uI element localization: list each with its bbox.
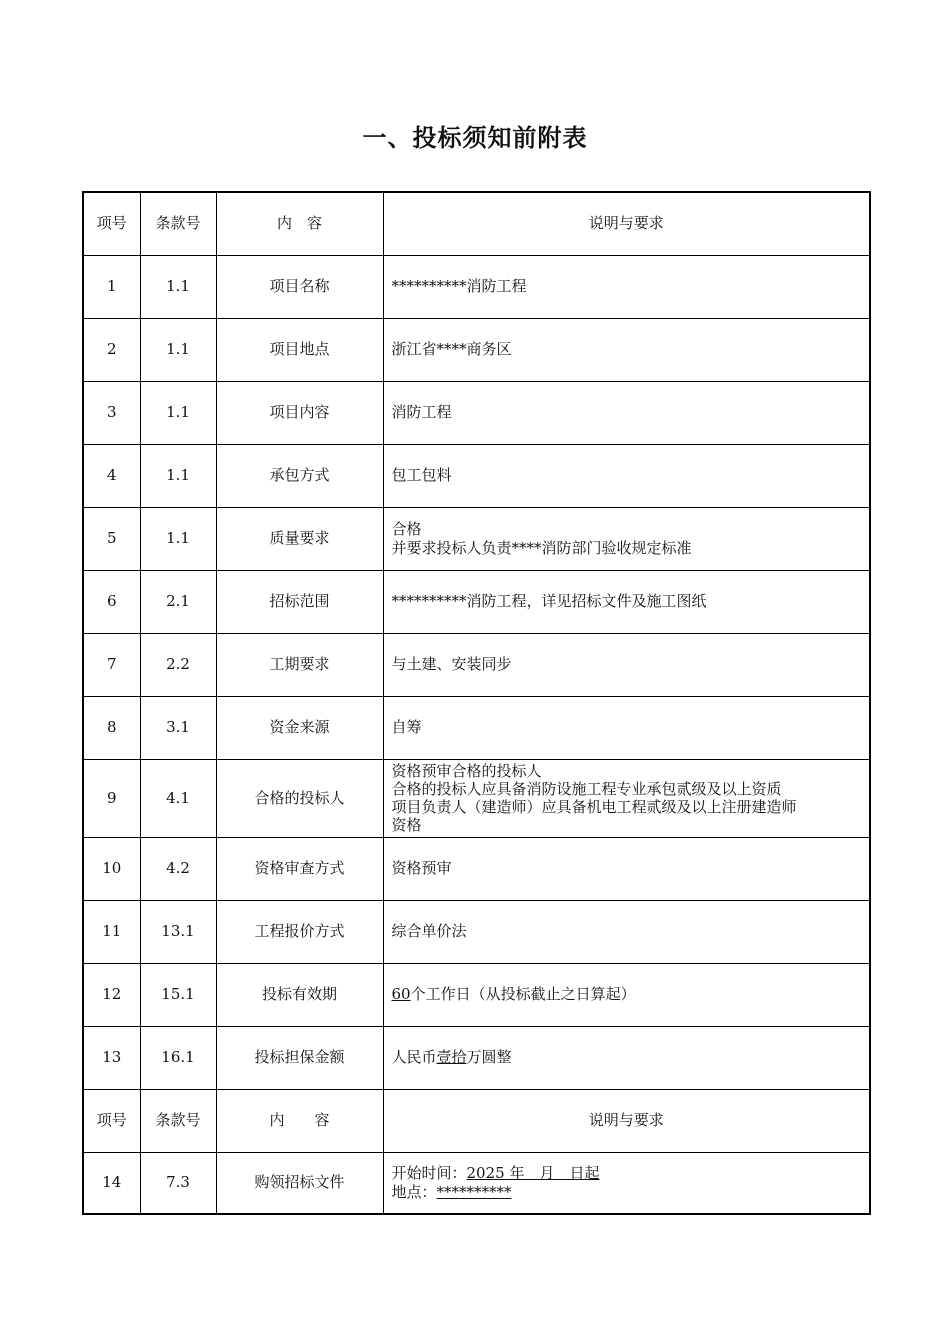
row-content: 承包方式 bbox=[216, 444, 383, 507]
table-row bbox=[83, 318, 870, 381]
row-content: 投标担保金额 bbox=[216, 1026, 383, 1089]
row-clause: 4.1 bbox=[140, 759, 216, 837]
table-row bbox=[83, 1152, 870, 1214]
tender-notice-table bbox=[82, 191, 871, 1215]
row-no: 5 bbox=[83, 507, 140, 570]
guarantee-amount: 壹拾 bbox=[436, 1048, 467, 1066]
purchase-start-time bbox=[392, 1164, 862, 1183]
row-content: 质量要求 bbox=[216, 507, 383, 570]
row-clause: 4.2 bbox=[140, 837, 216, 900]
table-header-row bbox=[83, 192, 870, 255]
table-row bbox=[83, 381, 870, 444]
desc-line: 资格预审 bbox=[391, 859, 452, 877]
validity-days: 60 bbox=[391, 985, 411, 1003]
row-content: 项目名称 bbox=[216, 255, 383, 318]
row-clause: 1.1 bbox=[140, 255, 216, 318]
row-no: 10 bbox=[83, 837, 140, 900]
desc-line: 合格 bbox=[391, 519, 422, 538]
row-clause: 1.1 bbox=[140, 444, 216, 507]
desc-line: 人民币 bbox=[391, 1048, 437, 1066]
desc-line: 资格预审合格的投标人 bbox=[391, 762, 542, 780]
table-row bbox=[83, 759, 870, 837]
start-time-label: 开始时间： bbox=[391, 1163, 467, 1182]
header-content: 内 容 bbox=[216, 192, 383, 255]
table-row bbox=[83, 633, 870, 696]
row-desc bbox=[383, 963, 870, 1026]
header-clause: 条款号 bbox=[140, 1089, 216, 1152]
header-desc: 说明与要求 bbox=[383, 192, 870, 255]
row-no: 13 bbox=[83, 1026, 140, 1089]
row-desc bbox=[383, 507, 870, 570]
row-clause: 1.1 bbox=[140, 318, 216, 381]
row-desc bbox=[383, 381, 870, 444]
row-content: 项目地点 bbox=[216, 318, 383, 381]
row-desc bbox=[383, 837, 870, 900]
row-desc bbox=[383, 759, 870, 837]
row-desc bbox=[383, 318, 870, 381]
row-no: 11 bbox=[83, 900, 140, 963]
desc-line: 包工包料 bbox=[391, 466, 452, 484]
header-no: 项号 bbox=[83, 1089, 140, 1152]
desc-line: 与土建、安装同步 bbox=[391, 655, 512, 673]
table-row bbox=[83, 255, 870, 318]
desc-line: **********消防工程，详见招标文件及施工图纸 bbox=[391, 592, 707, 610]
table-row bbox=[83, 444, 870, 507]
row-content: 工程报价方式 bbox=[216, 900, 383, 963]
row-clause: 3.1 bbox=[140, 696, 216, 759]
row-clause: 2.2 bbox=[140, 633, 216, 696]
location-value: ********** bbox=[436, 1182, 512, 1201]
row-no: 2 bbox=[83, 318, 140, 381]
row-content: 资格审查方式 bbox=[216, 837, 383, 900]
row-content: 招标范围 bbox=[216, 570, 383, 633]
desc-line: 综合单价法 bbox=[391, 922, 467, 940]
header-clause: 条款号 bbox=[140, 192, 216, 255]
row-content: 合格的投标人 bbox=[216, 759, 383, 837]
desc-line: 消防工程 bbox=[391, 403, 452, 421]
row-clause: 15.1 bbox=[140, 963, 216, 1026]
row-desc bbox=[383, 633, 870, 696]
row-desc bbox=[383, 900, 870, 963]
header-no: 项号 bbox=[83, 192, 140, 255]
row-content: 项目内容 bbox=[216, 381, 383, 444]
row-no: 9 bbox=[83, 759, 140, 837]
row-desc bbox=[383, 444, 870, 507]
row-content: 工期要求 bbox=[216, 633, 383, 696]
row-desc bbox=[383, 696, 870, 759]
row-no: 8 bbox=[83, 696, 140, 759]
location-label: 地点： bbox=[391, 1182, 437, 1201]
purchase-location bbox=[392, 1183, 862, 1202]
table-row bbox=[83, 507, 870, 570]
row-no: 12 bbox=[83, 963, 140, 1026]
table-row bbox=[83, 837, 870, 900]
desc-line: 个工作日（从投标截止之日算起） bbox=[410, 985, 636, 1003]
table-row bbox=[83, 1026, 870, 1089]
row-desc bbox=[383, 255, 870, 318]
row-desc bbox=[383, 1026, 870, 1089]
desc-line: 并要求投标人负责****消防部门验收规定标准 bbox=[391, 538, 692, 557]
header-content: 内 容 bbox=[216, 1089, 383, 1152]
table-header-row bbox=[83, 1089, 870, 1152]
table-row bbox=[83, 963, 870, 1026]
row-clause: 7.3 bbox=[140, 1152, 216, 1214]
row-no: 1 bbox=[83, 255, 140, 318]
row-clause: 1.1 bbox=[140, 507, 216, 570]
row-no: 7 bbox=[83, 633, 140, 696]
row-no: 4 bbox=[83, 444, 140, 507]
desc-line: 自筹 bbox=[391, 718, 422, 736]
header-desc: 说明与要求 bbox=[383, 1089, 870, 1152]
row-no: 3 bbox=[83, 381, 140, 444]
row-content: 购领招标文件 bbox=[216, 1152, 383, 1214]
row-desc bbox=[383, 570, 870, 633]
desc-line: 浙江省****商务区 bbox=[391, 340, 512, 358]
row-no: 6 bbox=[83, 570, 140, 633]
table-row bbox=[83, 570, 870, 633]
row-clause: 1.1 bbox=[140, 381, 216, 444]
row-clause: 13.1 bbox=[140, 900, 216, 963]
row-content: 资金来源 bbox=[216, 696, 383, 759]
desc-line: **********消防工程 bbox=[391, 277, 527, 295]
row-no: 14 bbox=[83, 1152, 140, 1214]
row-desc bbox=[383, 1152, 870, 1214]
table-row bbox=[83, 696, 870, 759]
row-clause: 2.1 bbox=[140, 570, 216, 633]
table-row bbox=[83, 900, 870, 963]
desc-line: 项目负责人（建造师）应具备机电工程贰级及以上注册建造师 bbox=[391, 798, 797, 816]
desc-line: 万圆整 bbox=[466, 1048, 512, 1066]
row-content: 投标有效期 bbox=[216, 963, 383, 1026]
page-title: 一、投标须知前附表 bbox=[362, 124, 588, 152]
start-time-value: 2025 年 月 日起 bbox=[466, 1163, 600, 1182]
desc-line: 资格 bbox=[391, 816, 422, 834]
desc-line: 合格的投标人应具备消防设施工程专业承包贰级及以上资质 bbox=[391, 780, 782, 798]
row-clause: 16.1 bbox=[140, 1026, 216, 1089]
